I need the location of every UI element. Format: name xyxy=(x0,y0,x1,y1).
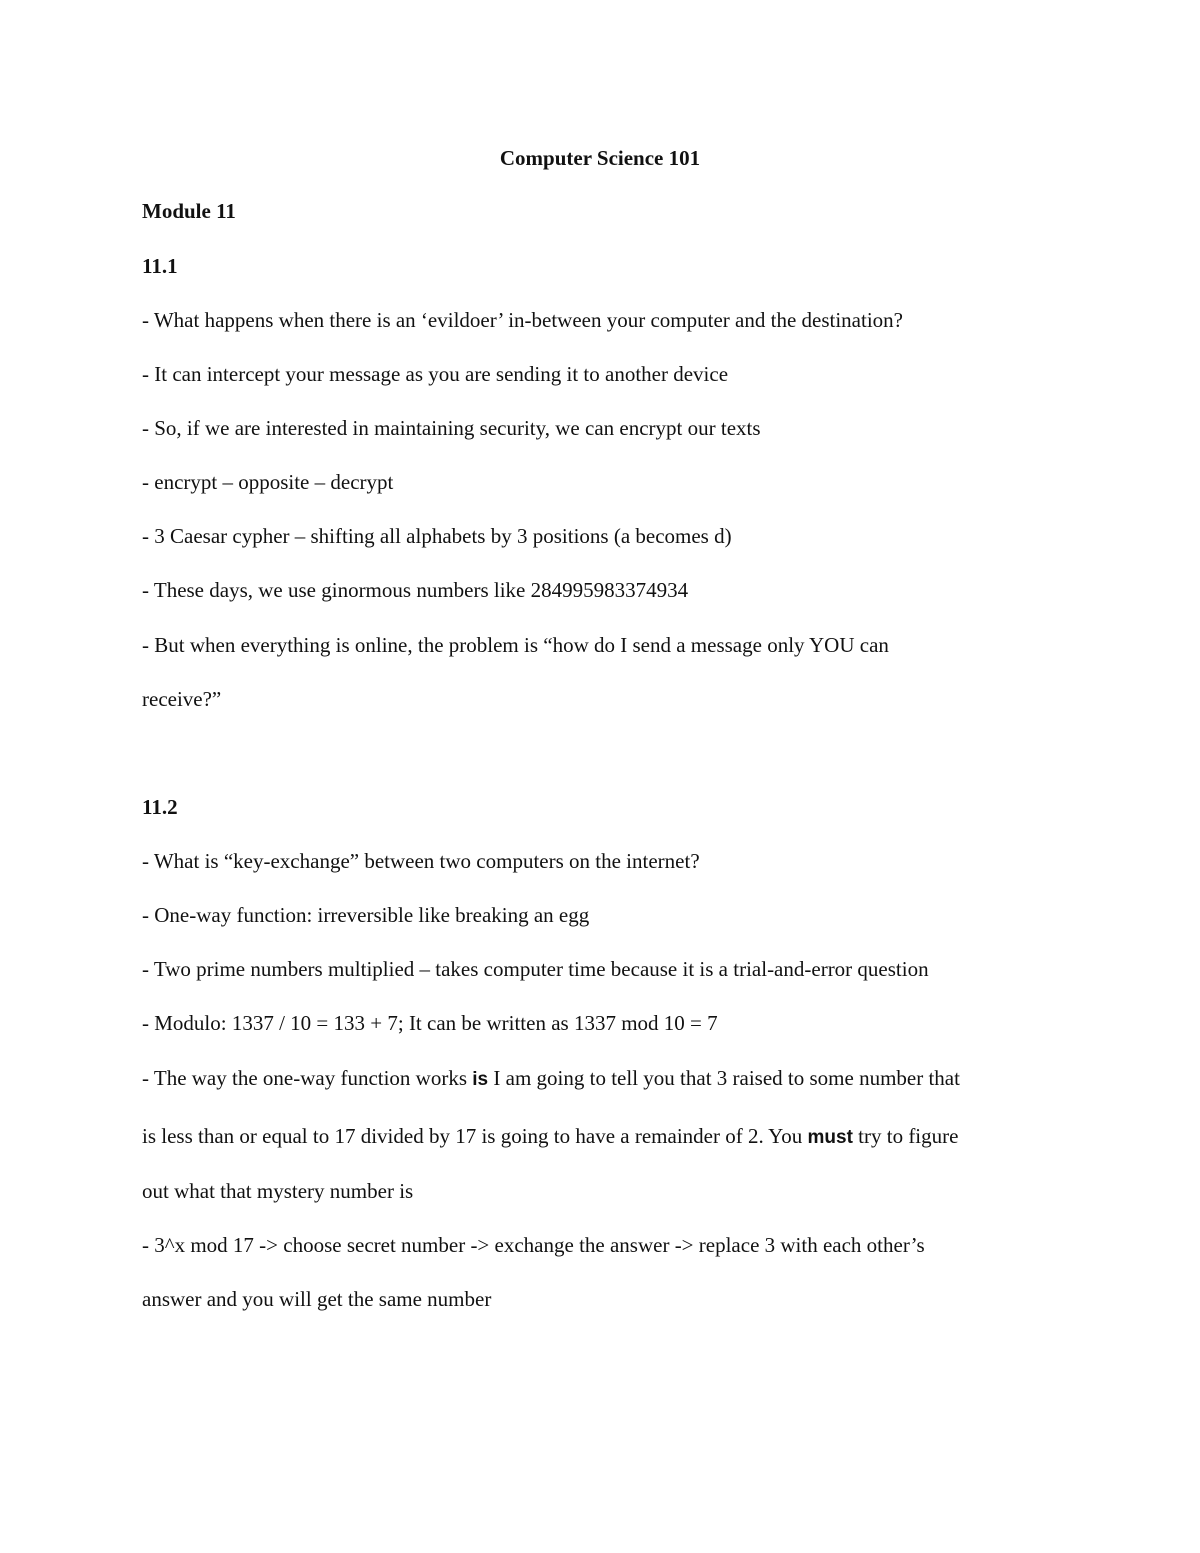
text-run: I am going to tell you that 3 raised to some number that xyxy=(488,1066,960,1090)
list-item: - encrypt – opposite – decrypt xyxy=(142,470,394,494)
list-item-continuation: out what that mystery number is xyxy=(142,1179,414,1203)
list-item: - What is “key-exchange” between two computers on the internet? xyxy=(142,849,700,873)
list-item: - So, if we are interested in maintaining security, we can encrypt our texts xyxy=(142,416,761,440)
bold-word: must xyxy=(807,1127,853,1148)
list-item: - What happens when there is an ‘evildoer’ in-between your computer and the destination? xyxy=(142,308,903,332)
text-run: is less than or equal to 17 divided by 17 is going to have a remainder of 2. You xyxy=(142,1124,808,1148)
list-item: - It can intercept your message as you are sending it to another device xyxy=(142,362,729,386)
bold-word: is xyxy=(472,1069,489,1090)
list-item-continuation: answer and you will get the same number xyxy=(142,1287,492,1311)
module-heading: Module 11 xyxy=(142,199,236,223)
list-item: - Modulo: 1337 / 10 = 133 + 7; It can be written as 1337 mod 10 = 7 xyxy=(142,1011,718,1035)
text-run: - The way the one-way function works xyxy=(142,1066,473,1090)
list-item: - But when everything is online, the problem is “how do I send a message only YOU can xyxy=(142,633,889,657)
list-item: - 3 Caesar cypher – shifting all alphabets by 3 positions (a becomes d) xyxy=(142,524,732,548)
section-heading-11-1: 11.1 xyxy=(142,254,178,278)
text-run: try to figure xyxy=(852,1124,959,1148)
list-item: - These days, we use ginormous numbers like 284995983374934 xyxy=(142,578,689,602)
list-item: - 3^x mod 17 -> choose secret number -> exchange the answer -> replace 3 with each other’s xyxy=(142,1233,925,1257)
list-item-one-way-function xyxy=(142,1065,1072,1093)
list-item: - Two prime numbers multiplied – takes computer time because it is a trial-and-error question xyxy=(142,957,929,981)
list-item-continuation: receive?” xyxy=(142,687,222,711)
list-item-continuation xyxy=(142,1123,1072,1151)
section-heading-11-2: 11.2 xyxy=(142,795,178,819)
document-title: Computer Science 101 xyxy=(499,146,701,170)
list-item: - One-way function: irreversible like breaking an egg xyxy=(142,903,590,927)
